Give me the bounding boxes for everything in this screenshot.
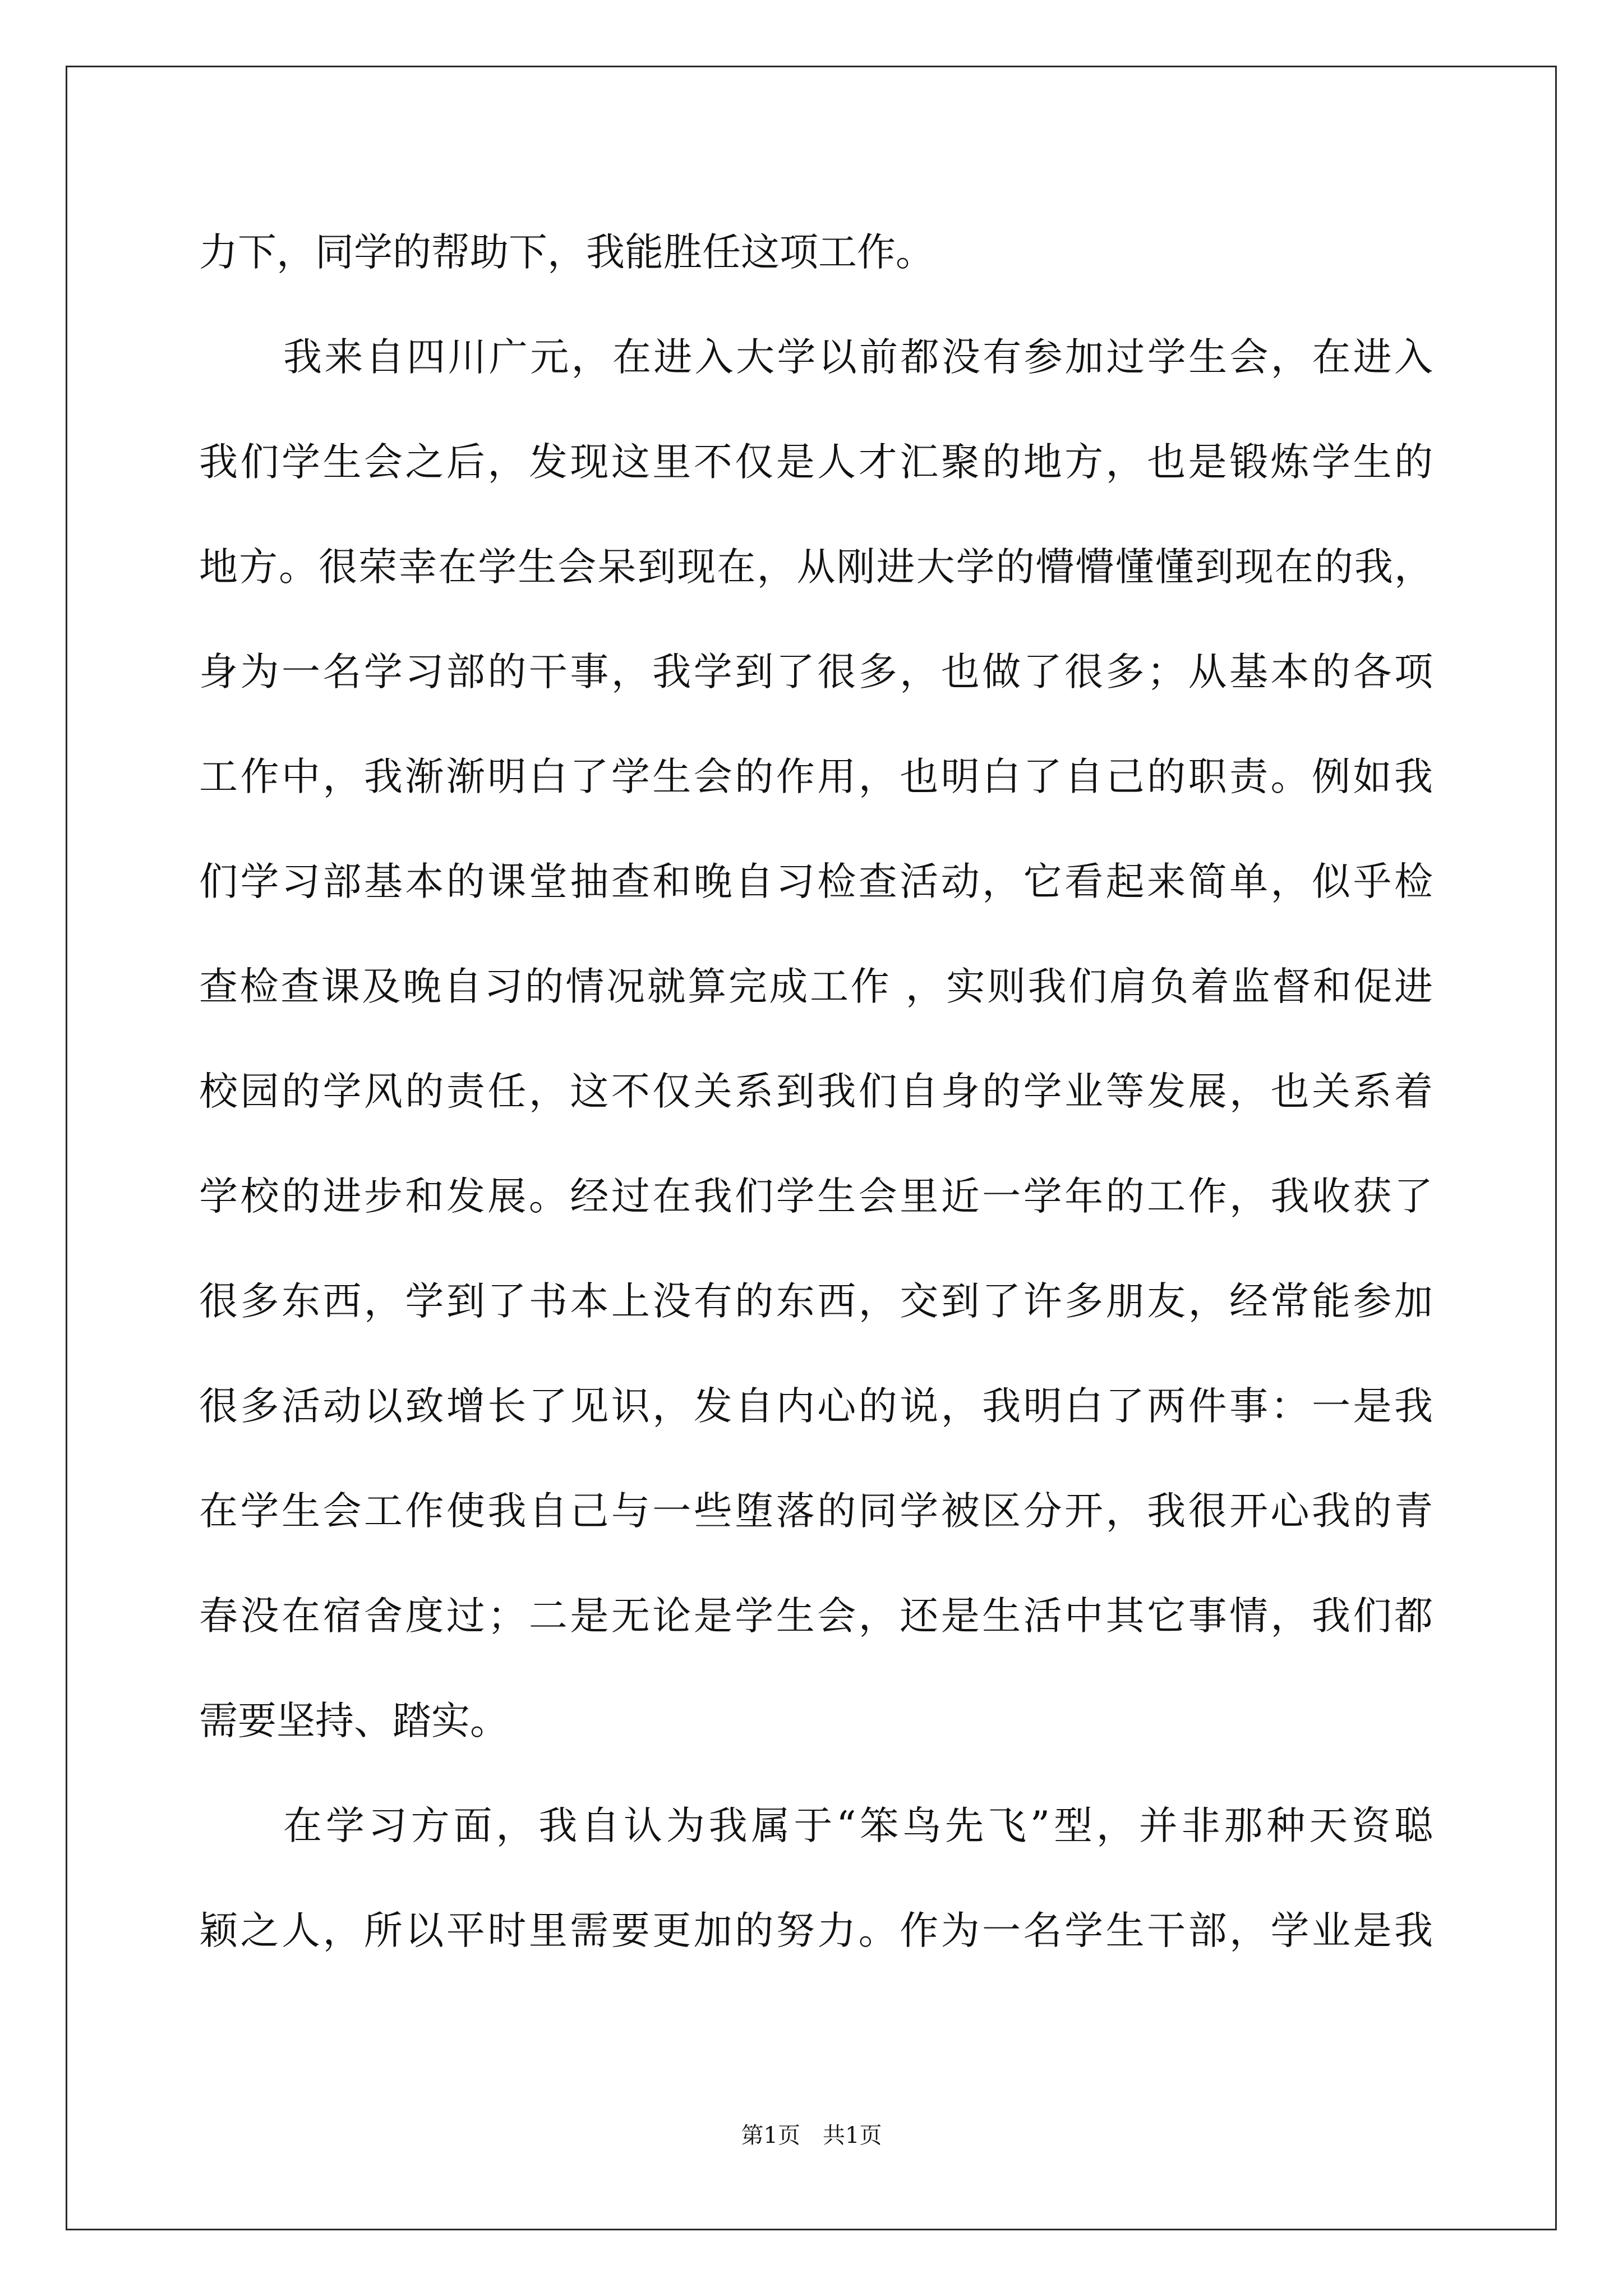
text-line: 我们学生会之后，发现这里不仅是人才汇聚的地方，也是锻炼学生的 (199, 440, 1433, 485)
text-line: 身为一名学习部的干事，我学到了很多，也做了很多；从基本的各项 (199, 650, 1433, 694)
text-line: 学校的进步和发展。经过在我们学生会里近一学年的工作，我收获了 (199, 1174, 1433, 1219)
text-line: 校园的学风的责任，这不仅关系到我们自身的学业等发展，也关系着 (199, 1069, 1433, 1114)
text-line: 很多东西，学到了书本上没有的东西，交到了许多朋友，经常能参加 (199, 1279, 1433, 1324)
text-line: 颖之人，所以平时里需要更加的努力。作为一名学生干部，学业是我 (199, 1908, 1433, 1953)
page-number-footer: 第1页 共1页 (741, 2123, 882, 2148)
text-line: 在学习方面，我自认为我属于“笨鸟先飞”型，并非那种天资聪 (283, 1803, 1433, 1848)
text-line: 需要坚持、踏实。 (199, 1699, 509, 1743)
text-line: 春没在宿舍度过；二是无论是学生会，还是生活中其它事情，我们都 (199, 1594, 1433, 1639)
text-line: 我来自四川广元，在进入大学以前都没有参加过学生会，在进入 (283, 335, 1433, 380)
text-line: 地方。很荣幸在学生会呆到现在，从刚进大学的懵懵懂懂到现在的我， (199, 545, 1433, 590)
text-line: 力下，同学的帮助下，我能胜任这项工作。 (199, 230, 934, 275)
text-line: 在学生会工作使我自己与一些堕落的同学被区分开，我很开心我的青 (199, 1489, 1433, 1534)
text-line: 很多活动以致增长了见识，发自内心的说，我明白了两件事：一是我 (199, 1384, 1433, 1429)
text-line: 查检查课及晚自习的情况就算完成工作 ，实则我们肩负着监督和促进 (199, 964, 1433, 1009)
text-line: 工作中，我渐渐明白了学生会的作用，也明白了自己的职责。例如我 (199, 754, 1433, 799)
document-body (199, 222, 1433, 2005)
text-line: 们学习部基本的课堂抽查和晚自习检查活动，它看起来简单，似乎检 (199, 859, 1433, 904)
